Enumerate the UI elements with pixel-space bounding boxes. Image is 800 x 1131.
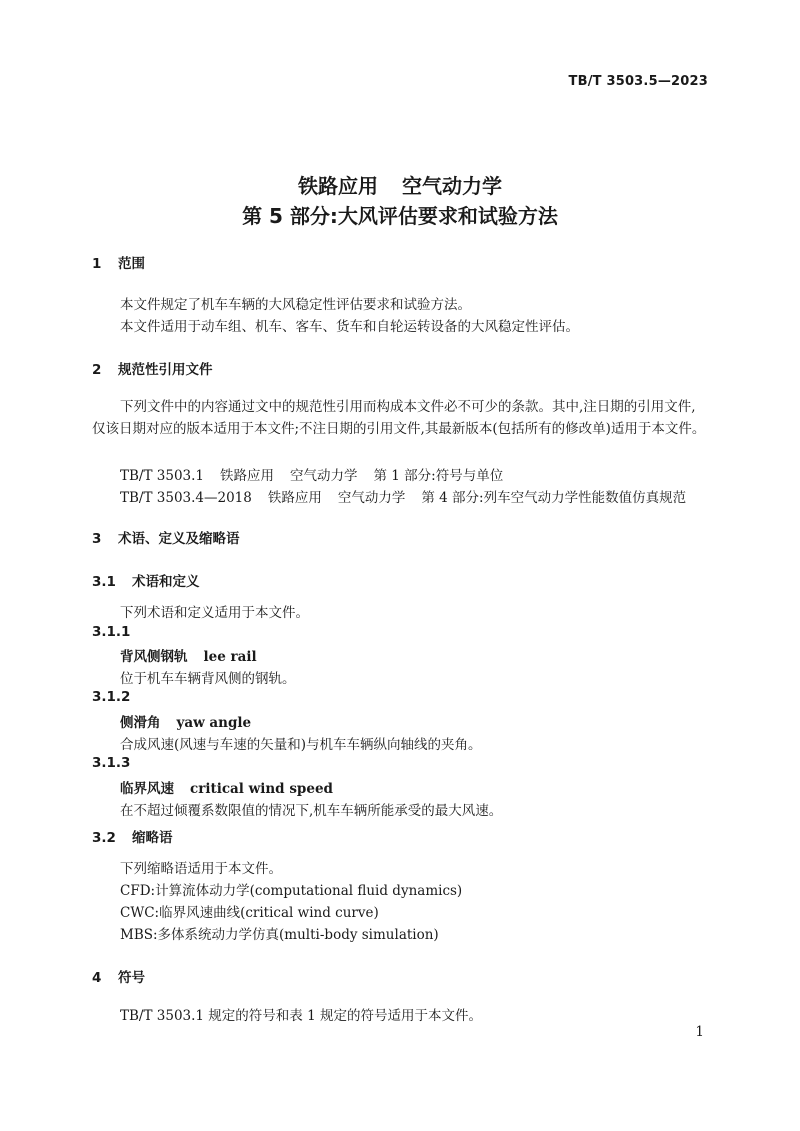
section-number: 2 — [92, 362, 102, 378]
term-number: 3.1.3 — [92, 755, 131, 771]
ref-part: 铁路应用 — [267, 490, 322, 506]
title-part-b: 空气动力学 — [402, 174, 502, 198]
ref-code: TB/T 3503.1 — [120, 468, 205, 484]
section-title: 术语和定义 — [132, 574, 200, 590]
term-en: critical wind speed — [190, 781, 333, 797]
section-title: 规范性引用文件 — [118, 362, 213, 378]
section-title: 缩略语 — [132, 830, 173, 846]
term-zh: 侧滑角 — [120, 715, 161, 731]
paragraph: 本文件适用于动车组、机车、客车、货车和自轮运转设备的大风稳定性评估。 — [120, 319, 579, 335]
term-zh: 临界风速 — [120, 781, 174, 797]
ref-part: 第 1 部分:符号与单位 — [373, 468, 504, 484]
ref-code: TB/T 3503.4—2018 — [120, 490, 252, 506]
normative-reference-1 — [120, 464, 503, 484]
paragraph: TB/T 3503.1 规定的符号和表 1 规定的符号适用于本文件。 — [120, 1008, 482, 1024]
section-title: 范围 — [118, 256, 145, 272]
ref-part: 铁路应用 — [220, 468, 275, 484]
term-zh: 背风侧钢轨 — [120, 649, 188, 665]
section-1-heading — [92, 252, 145, 272]
normative-reference-2 — [120, 486, 686, 506]
page-number: 1 — [695, 1024, 704, 1040]
term-en: yaw angle — [176, 715, 252, 731]
section-number: 1 — [92, 256, 102, 272]
ref-part: 第 4 部分:列车空气动力学性能数值仿真规范 — [421, 490, 687, 506]
section-number: 4 — [92, 970, 102, 986]
section-number: 3.2 — [92, 830, 116, 846]
paragraph: 下列文件中的内容通过文中的规范性引用而构成本文件必不可少的条款。其中,注日期的引用文件,仅该日期对应的版本适用于本文件;不注日期的引用文件,其最新版本(包括所有的修改单)适用于本文件。 — [92, 399, 706, 437]
section-2-heading — [92, 358, 213, 378]
document-title-line1 — [0, 170, 800, 199]
ref-part: 空气动力学 — [337, 490, 406, 506]
title-part-a: 铁路应用 — [298, 174, 378, 198]
section-number: 3.1 — [92, 574, 116, 590]
term-entry — [120, 711, 251, 731]
section-4-heading — [92, 966, 145, 986]
document-title-line2: 第 5 部分:大风评估要求和试验方法 — [242, 204, 558, 228]
term-en: lee rail — [203, 649, 257, 665]
abbreviation-item: CFD:计算流体动力学(computational fluid dynamics) — [120, 883, 463, 899]
term-entry — [120, 777, 333, 797]
section-3-heading — [92, 527, 240, 547]
section-title: 术语、定义及缩略语 — [118, 531, 240, 547]
term-number: 3.1.2 — [92, 689, 131, 705]
paragraph: 下列缩略语适用于本文件。 — [120, 861, 282, 877]
abbreviation-item: CWC:临界风速曲线(critical wind curve) — [120, 905, 379, 921]
term-definition: 合成风速(风速与车速的矢量和)与机车车辆纵向轴线的夹角。 — [120, 737, 482, 753]
section-title: 符号 — [118, 970, 145, 986]
paragraph: 本文件规定了机车车辆的大风稳定性评估要求和试验方法。 — [120, 297, 471, 313]
term-number: 3.1.1 — [92, 624, 131, 640]
subsection-3-2-heading — [92, 826, 173, 846]
term-definition: 位于机车车辆背风侧的钢轨。 — [120, 671, 296, 687]
ref-part: 空气动力学 — [290, 468, 358, 484]
subsection-3-1-heading — [92, 570, 200, 590]
term-entry — [120, 645, 257, 665]
paragraph: 下列术语和定义适用于本文件。 — [120, 605, 309, 621]
abbreviation-item: MBS:多体系统动力学仿真(multi-body simulation) — [120, 927, 439, 943]
term-definition: 在不超过倾覆系数限值的情况下,机车车辆所能承受的最大风速。 — [120, 803, 503, 819]
standard-number: TB/T 3503.5—2023 — [568, 74, 708, 89]
section-number: 3 — [92, 531, 102, 547]
